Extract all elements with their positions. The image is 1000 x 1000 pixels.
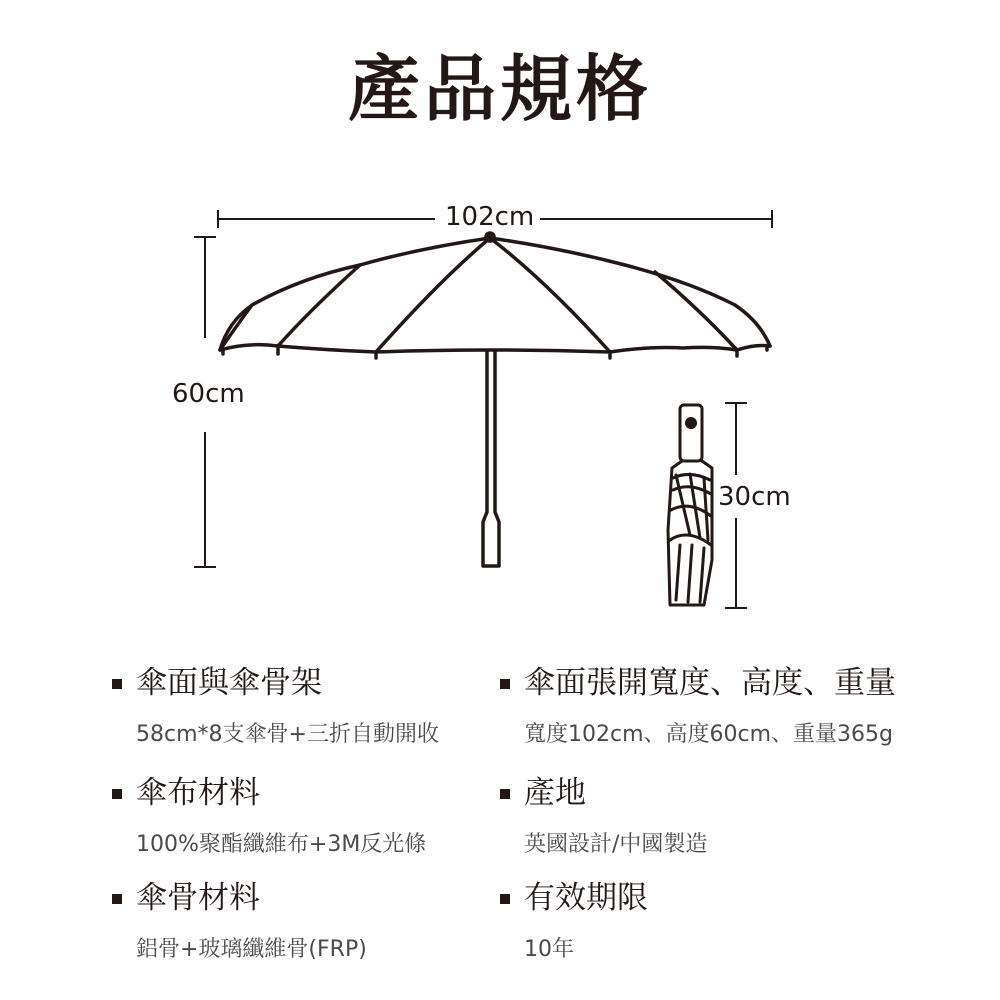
open-umbrella-icon bbox=[220, 233, 770, 566]
height-label: 60cm bbox=[172, 379, 245, 409]
spec-value: 10年 bbox=[524, 937, 574, 963]
bullet-icon bbox=[112, 894, 122, 904]
bullet-icon bbox=[112, 789, 122, 799]
bullet-icon bbox=[500, 789, 510, 799]
spec-value: 鋁骨+玻璃纖維骨(FRP) bbox=[136, 937, 367, 963]
bullet-icon bbox=[500, 894, 510, 904]
spec-label: 傘骨材料 bbox=[136, 880, 260, 916]
width-label: 102cm bbox=[445, 202, 535, 232]
spec-origin bbox=[500, 775, 707, 859]
spec-value: 英國設計/中國製造 bbox=[524, 832, 708, 858]
spec-size-weight bbox=[500, 665, 896, 749]
spec-fabric bbox=[112, 775, 426, 859]
spec-value: 58cm*8支傘骨+三折自動開收 bbox=[136, 722, 439, 748]
spec-label: 有效期限 bbox=[524, 880, 648, 916]
spec-label: 傘布材料 bbox=[136, 775, 260, 811]
bullet-icon bbox=[112, 679, 122, 689]
spec-canopy-frame bbox=[112, 665, 439, 749]
spec-label: 傘面張開寬度、高度、重量 bbox=[524, 665, 896, 701]
spec-label: 傘面與傘骨架 bbox=[136, 665, 322, 701]
folded-umbrella-icon bbox=[668, 405, 712, 605]
spec-rib-material bbox=[112, 880, 367, 964]
spec-value: 100%聚酯纖維布+3M反光條 bbox=[136, 832, 427, 858]
spec-shelf-life bbox=[500, 880, 648, 964]
folded-height-label: 30cm bbox=[718, 482, 791, 512]
bullet-icon bbox=[500, 679, 510, 689]
spec-label: 產地 bbox=[524, 775, 586, 811]
page-title: 產品規格 bbox=[347, 47, 652, 131]
spec-value: 寬度102cm、高度60cm、重量365g bbox=[524, 722, 893, 748]
